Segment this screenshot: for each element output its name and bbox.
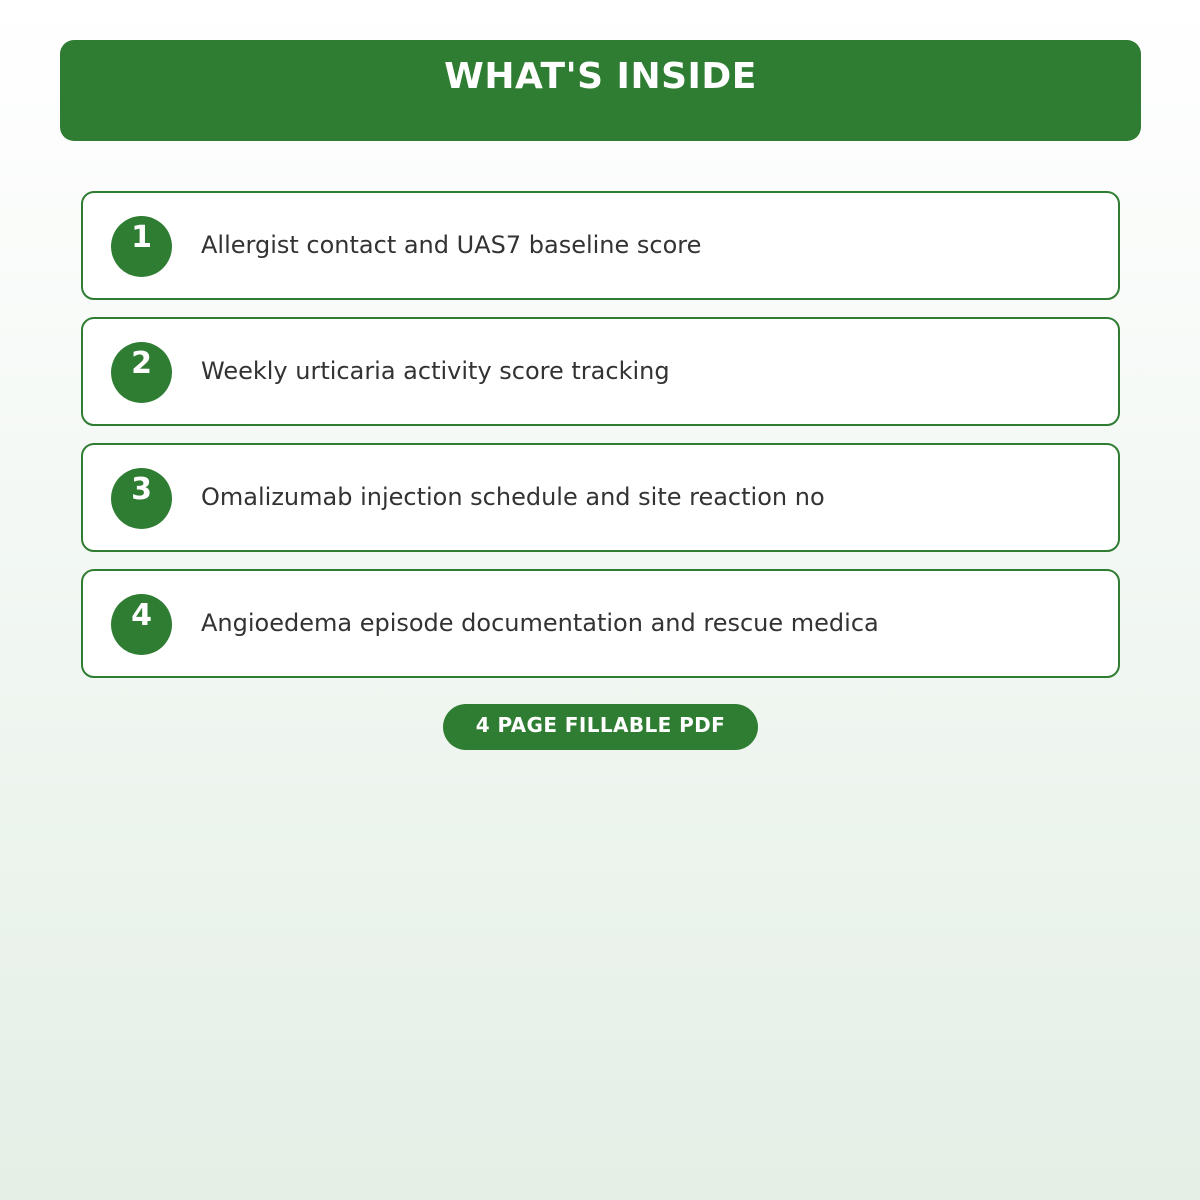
list-item (81, 191, 1120, 300)
page-title: WHAT'S INSIDE (444, 56, 757, 97)
item-label: Omalizumab injection schedule and site reaction no (201, 483, 825, 511)
header-banner (60, 40, 1141, 141)
list-item (81, 443, 1120, 552)
item-label: Allergist contact and UAS7 baseline score (201, 231, 702, 259)
number-badge: 1 (111, 216, 172, 277)
list-item (81, 317, 1120, 426)
number-badge: 2 (111, 342, 172, 403)
item-label: Weekly urticaria activity score tracking (201, 357, 670, 385)
list-item (81, 569, 1120, 678)
item-label: Angioedema episode documentation and rescue medica (201, 609, 879, 637)
contents-list (81, 191, 1121, 695)
pdf-format-badge: 4 PAGE FILLABLE PDF (443, 704, 758, 750)
number-badge: 3 (111, 468, 172, 529)
number-badge: 4 (111, 594, 172, 655)
